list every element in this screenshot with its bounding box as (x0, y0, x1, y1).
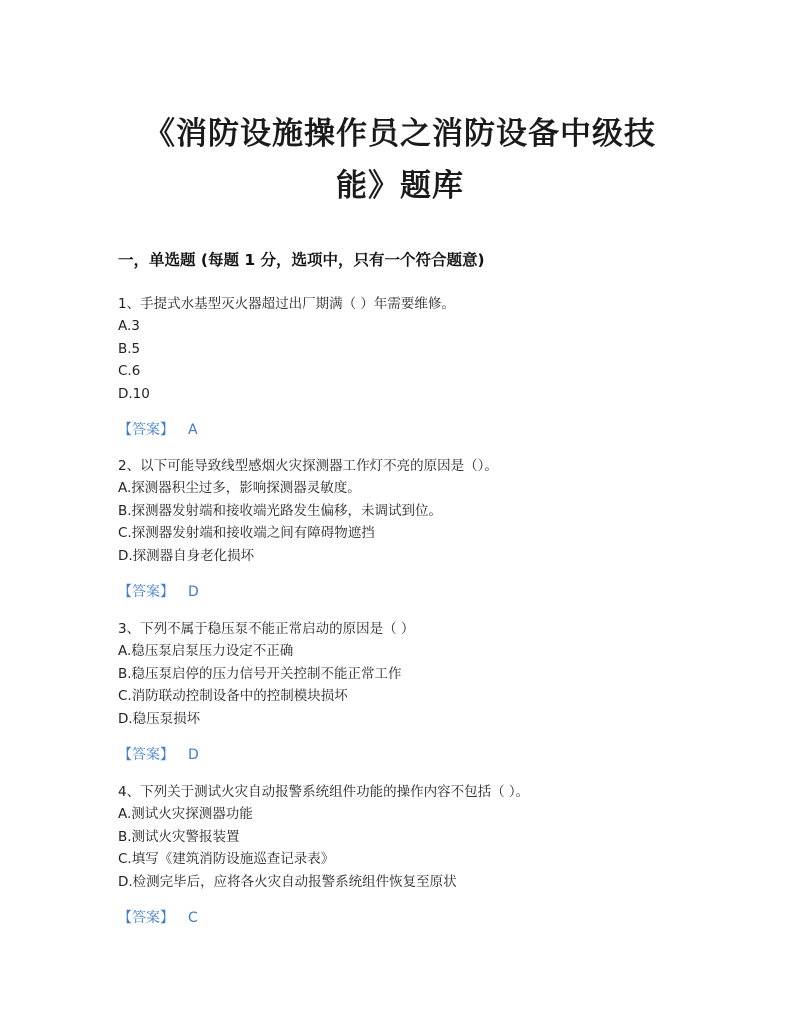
option-a: A.3 (118, 318, 140, 335)
section-heading: 一，单选题 (每题 1 分，选项中，只有一个符合题意) (118, 251, 485, 269)
answer-row (118, 744, 718, 766)
question-stem: 4、下列关于测试火灾自动报警系统组件功能的操作内容不包括（ ）。 (118, 784, 530, 800)
answer-value: C (188, 909, 198, 926)
option-c: C.填写《建筑消防设施巡查记录表》 (118, 851, 335, 868)
question-4 (118, 781, 718, 929)
document-title-line-1: 《消防设施操作员之消防设备中级技 (144, 116, 656, 152)
answer-value: D (188, 746, 199, 763)
question-stem: 2、以下可能导致线型感烟火灾探测器工作灯不亮的原因是（）。 (118, 458, 498, 474)
option-d: D.探测器自身老化损坏 (118, 547, 255, 564)
question-3 (118, 618, 718, 766)
option-b: B.测试火灾警报装置 (118, 828, 240, 845)
document-title-line-2: 能》题库 (336, 168, 464, 204)
question-2 (118, 455, 718, 603)
option-a: A.测试火灾探测器功能 (118, 806, 253, 823)
option-c: C.消防联动控制设备中的控制模块损坏 (118, 688, 348, 705)
option-d: D.稳压泵损坏 (118, 710, 201, 727)
question-stem: 1、手提式水基型灭火器超过出厂期满（ ）年需要维修。 (118, 296, 455, 312)
answer-row (118, 581, 718, 603)
answer-label: 【答案】 (118, 746, 174, 763)
question-stem: 3、下列不属于稳压泵不能正常启动的原因是（ ） (118, 621, 415, 637)
option-b: B.探测器发射端和接收端光路发生偏移，未调试到位。 (118, 502, 443, 519)
option-d: D.10 (118, 385, 150, 402)
answer-row (118, 419, 718, 441)
answer-label: 【答案】 (118, 909, 174, 926)
option-b: B.5 (118, 340, 141, 357)
option-b: B.稳压泵启停的压力信号开关控制不能正常工作 (118, 665, 402, 682)
option-c: C.探测器发射端和接收端之间有障碍物遮挡 (118, 525, 375, 542)
document-title (100, 108, 700, 212)
option-a: A.探测器积尘过多，影响探测器灵敏度。 (118, 480, 361, 497)
answer-row (118, 907, 718, 929)
answer-label: 【答案】 (118, 421, 174, 438)
option-d: D.检测完毕后，应将各火灾自动报警系统组件恢复至原状 (118, 873, 457, 890)
question-1 (118, 293, 718, 441)
answer-label: 【答案】 (118, 583, 174, 600)
option-c: C.6 (118, 363, 141, 380)
answer-value: D (188, 583, 199, 600)
option-a: A.稳压泵启泵压力设定不正确 (118, 643, 294, 660)
answer-value: A (188, 421, 198, 438)
